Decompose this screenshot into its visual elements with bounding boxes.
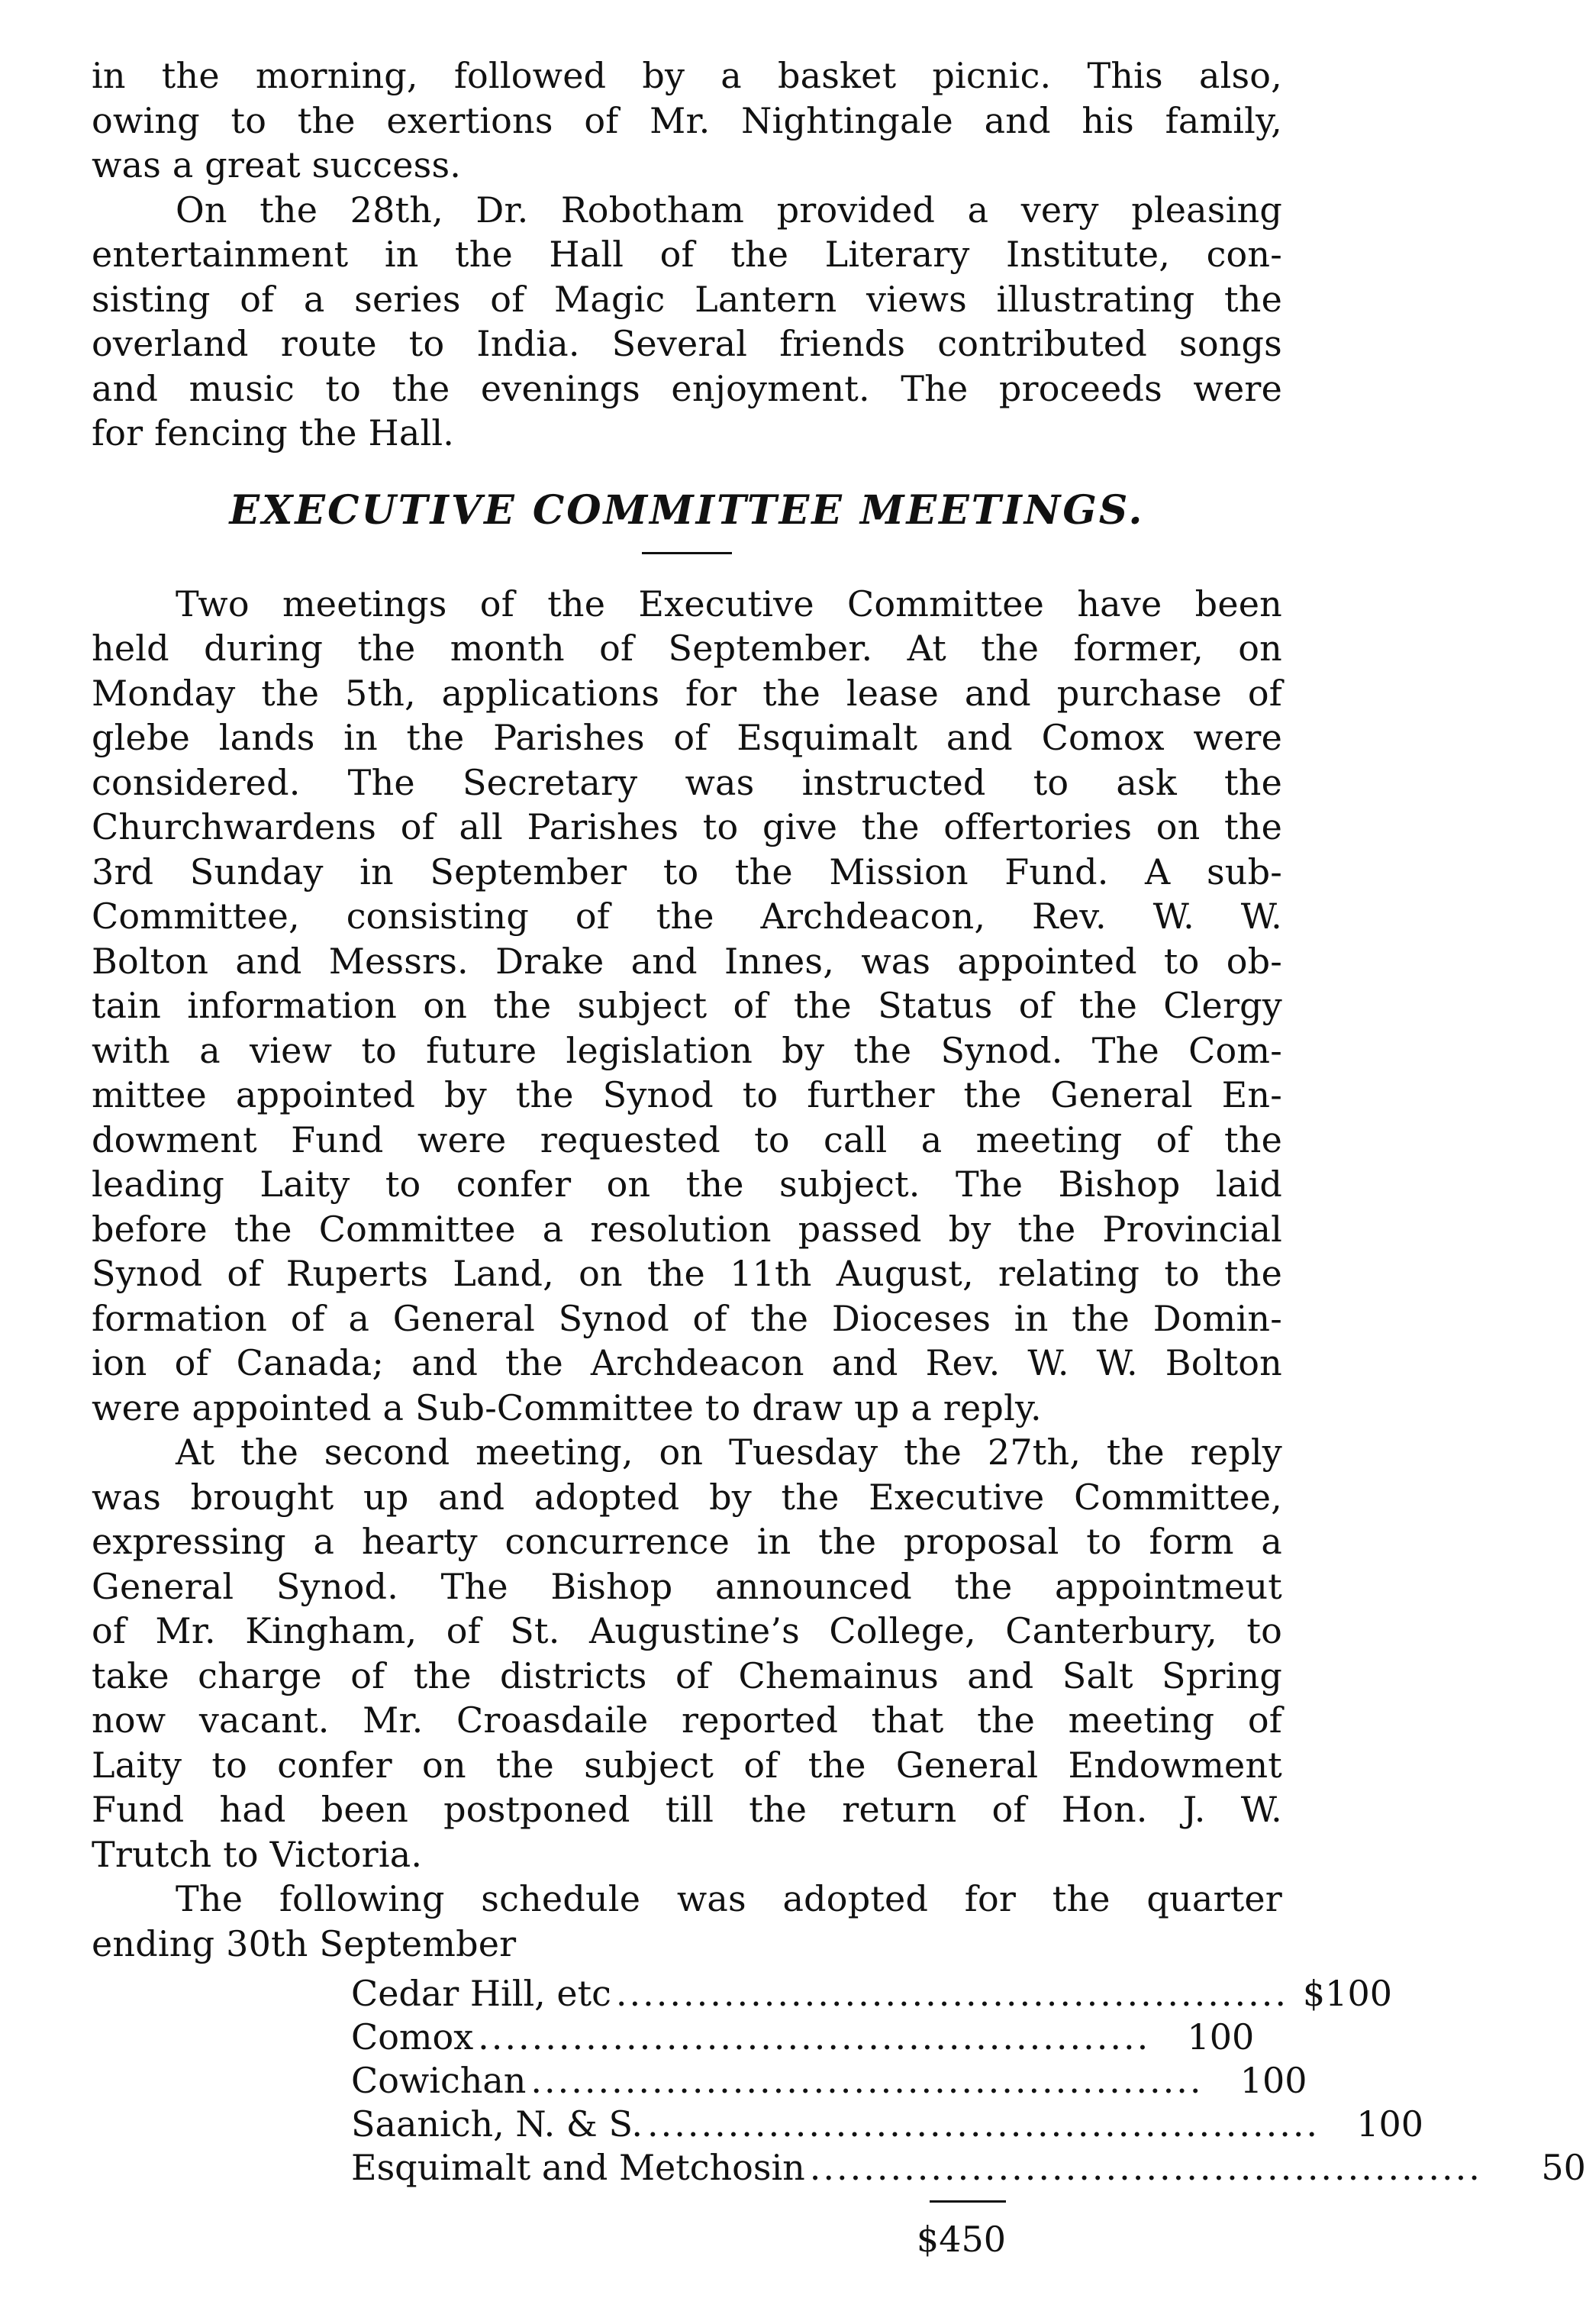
- schedule-row: [351, 2059, 1307, 2103]
- text-line: take charge of the districts of Chemainus and Salt Spring: [92, 1654, 1282, 1696]
- document-page: [92, 53, 1586, 2261]
- text-line: 3rd Sunday in September to the Mission Fund. A sub-: [92, 851, 1282, 892]
- text-line: owing to the exertions of Mr. Nightingale and his family,: [92, 99, 1282, 141]
- text-line: dowment Fund were requested to call a meeting of the: [92, 1118, 1282, 1160]
- text-line: for fencing the Hall.: [92, 412, 455, 454]
- text-line: Committee, consisting of the Archdeacon, Rev. W. W.: [92, 896, 1282, 937]
- text-line: with a view to future legislation by the Synod. The Com-: [92, 1029, 1282, 1071]
- leader-dots: ..................................................: [615, 1973, 1288, 2014]
- text-line: glebe lands in the Parishes of Esquimalt and Comox were: [92, 717, 1282, 758]
- schedule-intro-paragraph: [92, 1877, 1282, 1966]
- text-line: formation of a General Synod of the Dioceses in the Domin-: [92, 1297, 1282, 1339]
- text-line: sisting of a series of Magic Lantern views illustrating the: [92, 278, 1282, 320]
- text-line: At the second meeting, on Tuesday the 27th, the reply: [176, 1432, 1282, 1473]
- text-line: Monday the 5th, applications for the lease and purchase of: [92, 672, 1282, 714]
- text-line: General Synod. The Bishop announced the appointmeut: [92, 1565, 1282, 1607]
- schedule-place: Esquimalt and Metchosin: [351, 2147, 805, 2188]
- schedule-row: [351, 1972, 1392, 2016]
- first-meeting-paragraph: [92, 582, 1282, 1431]
- text-line: Synod of Ruperts Land, on the 11th August, relating to the: [92, 1253, 1282, 1294]
- second-meeting-paragraph: [92, 1430, 1282, 1877]
- schedule-row: [351, 2146, 1586, 2190]
- text-line: leading Laity to confer on the subject. The Bishop laid: [92, 1164, 1282, 1205]
- text-line: now vacant. Mr. Croasdaile reported that the meeting of: [92, 1699, 1282, 1741]
- schedule-amount: 50: [1541, 2147, 1586, 2188]
- total-rule: [930, 2200, 1006, 2203]
- text-line: and music to the evenings enjoyment. The proceeds were: [92, 367, 1282, 409]
- text-line: The following schedule was adopted for the quarter: [176, 1878, 1282, 1919]
- schedule-amount: 100: [1356, 2103, 1424, 2145]
- schedule-place: Comox: [351, 2016, 474, 2058]
- text-line: Trutch to Victoria.: [92, 1833, 423, 1875]
- schedule-amount: 100: [1187, 2016, 1255, 2058]
- schedule-total: $450: [916, 2219, 1006, 2260]
- leader-dots: ..................................................: [809, 2147, 1482, 2188]
- schedule-place: Cowichan: [351, 2060, 527, 2101]
- schedule-table: [351, 1972, 1586, 2261]
- schedule-place: Saanich, N. & S.: [351, 2103, 643, 2145]
- text-line: before the Committee a resolution passed by the Provincial: [92, 1208, 1282, 1250]
- text-line: tain information on the subject of the Status of the Clergy: [92, 985, 1282, 1026]
- text-line: of Mr. Kingham, of St. Augustine’s College, Canterbury, to: [92, 1610, 1282, 1651]
- schedule-amount: $100: [1302, 1973, 1392, 2014]
- text-line: in the morning, followed by a basket picnic. This also,: [92, 55, 1282, 96]
- leader-dots: ..................................................: [530, 2060, 1204, 2101]
- schedule-row: [351, 2016, 1255, 2059]
- text-line: mittee appointed by the Synod to further the General En-: [92, 1074, 1282, 1115]
- leader-dots: ..................................................: [646, 2103, 1320, 2145]
- text-line: On the 28th, Dr. Robotham provided a very pleasing: [176, 189, 1282, 231]
- section-heading: EXECUTIVE COMMITTEE MEETINGS.: [229, 486, 1145, 534]
- text-line: ion of Canada; and the Archdeacon and Rev. W. W. Bolton: [92, 1342, 1282, 1383]
- schedule-place: Cedar Hill, etc: [351, 1973, 611, 2014]
- text-line: considered. The Secretary was instructed to ask the: [92, 761, 1282, 803]
- text-line: ending 30th September: [92, 1922, 517, 1964]
- text-line: Two meetings of the Executive Committee have been: [176, 583, 1282, 625]
- leader-dots: ..................................................: [478, 2016, 1151, 2058]
- text-line: Fund had been postponed till the return of Hon. J. W.: [92, 1789, 1282, 1830]
- text-line: overland route to India. Several friends contributed songs: [92, 323, 1282, 364]
- text-line: Laity to confer on the subject of the General Endowment: [92, 1744, 1282, 1786]
- text-line: was brought up and adopted by the Executive Committee,: [92, 1476, 1282, 1518]
- text-line: was a great success.: [92, 144, 462, 186]
- intro-paragraph: [92, 53, 1282, 188]
- text-line: were appointed a Sub-Committee to draw up a reply.: [92, 1386, 1042, 1428]
- schedule-row: [351, 2103, 1424, 2146]
- text-line: Bolton and Messrs. Drake and Innes, was appointed to ob-: [92, 940, 1282, 982]
- heading-rule: [642, 552, 732, 554]
- robotham-paragraph: [92, 188, 1282, 456]
- schedule-amount: 100: [1239, 2060, 1307, 2101]
- text-line: expressing a hearty concurrence in the proposal to form a: [92, 1521, 1282, 1562]
- text-line: entertainment in the Hall of the Literary Institute, con-: [92, 234, 1282, 275]
- text-line: Churchwardens of all Parishes to give the offertories on the: [92, 806, 1282, 847]
- text-line: held during the month of September. At the former, on: [92, 628, 1282, 669]
